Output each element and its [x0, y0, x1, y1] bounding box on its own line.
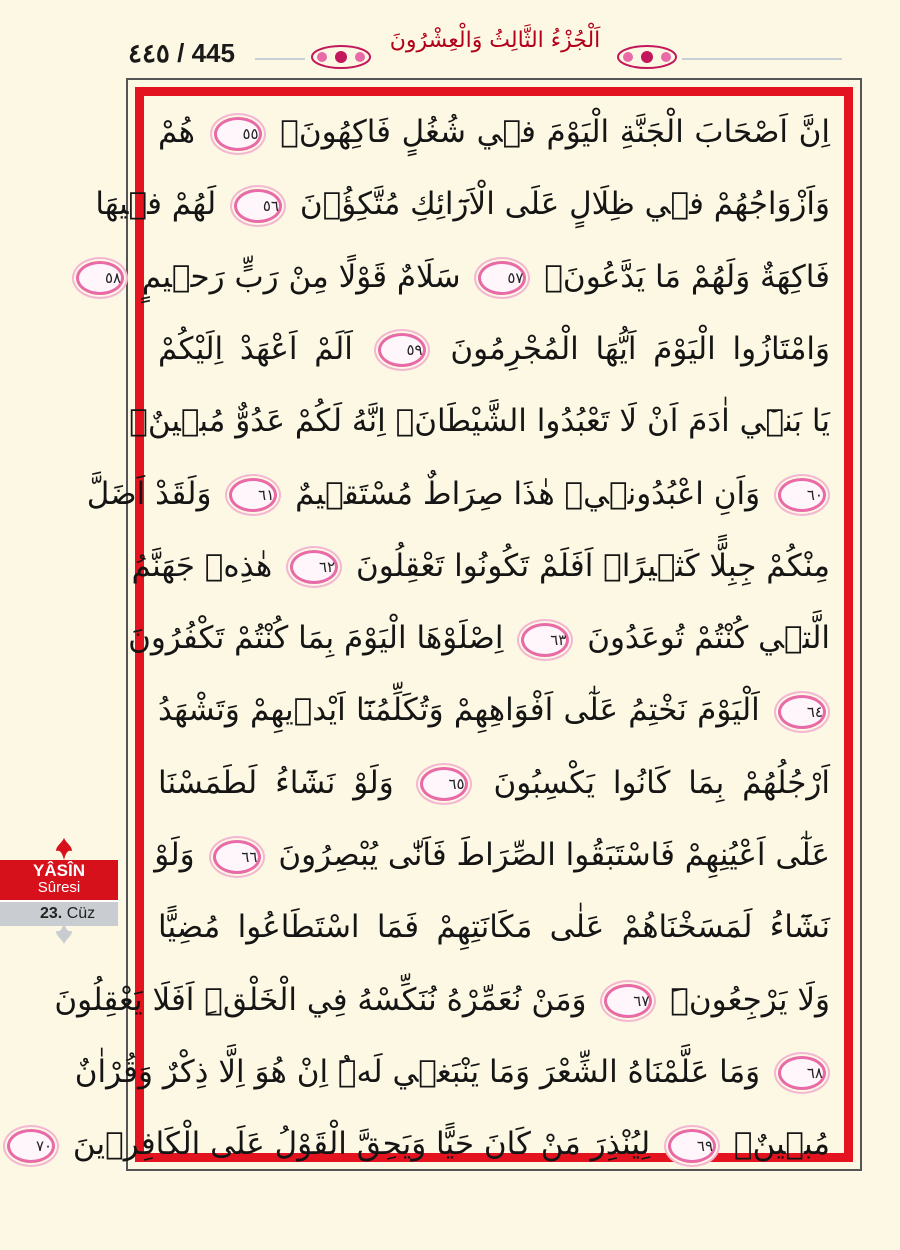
verse-number-marker: ٦٤ [778, 695, 826, 729]
surah-name: YÂSÎN [33, 861, 85, 880]
text-line [95, 174, 832, 234]
verse-text: اِصْلَوْهَا الْيَوْمَ بِمَا كُنْتُمْ تَكْفُرُونَ [128, 620, 504, 657]
verse-number-marker: ٥٨ [76, 261, 124, 295]
ornament-right-icon [616, 44, 678, 70]
verse-text: وَلَوْ نَشَٓاءُ لَطَمَسْنَا [158, 764, 394, 801]
text-line [156, 825, 832, 885]
verse-number-marker: ٥٩ [378, 333, 426, 367]
verse-number-marker: ٦٦ [213, 840, 261, 874]
fleur-bottom-icon [54, 922, 74, 944]
surah-word: Sûresi [37, 879, 81, 896]
verse-text: سَلَامٌ قَوْلًا مِنْ رَبٍّ رَح۪يمٍ [141, 258, 461, 295]
verse-text: هٰذِه۪ جَهَنَّمُ [131, 547, 273, 584]
verse-text: وَلَقَدْ اَضَلَّ [86, 475, 212, 512]
verse-text: فَاكِهَةٌ وَلَهُمْ مَا يَدَّعُونَۚ [544, 258, 830, 295]
verse-number-marker: ٥٧ [478, 261, 526, 295]
text-line [131, 536, 832, 596]
verse-number-marker: ٦٨ [778, 1056, 826, 1090]
verse-number-marker: ٦٢ [290, 550, 338, 584]
fleur-top-icon [54, 838, 74, 860]
verse-number-marker: ٦١ [229, 478, 277, 512]
surah-name-block [0, 860, 118, 900]
verse-number-marker: ٦٩ [668, 1129, 716, 1163]
text-line [35, 1114, 832, 1174]
verse-number-marker: ٥٦ [234, 189, 282, 223]
verse-number-marker: ٦٣ [521, 623, 569, 657]
text-line [54, 970, 832, 1030]
verse-number-marker: ٦٧ [604, 984, 652, 1018]
verse-text: يَا بَن۪ٓي اٰدَمَ اَنْ لَا تَعْبُدُوا الشَّيْطَانَۚ اِنَّهُ لَكُمْ عَدُوٌّ مُب۪ينٌۙ [129, 403, 830, 440]
verse-text: اَرْجُلُهُمْ بِمَا كَانُوا يَكْسِبُونَ [493, 764, 831, 801]
verse-text: وَلَوْ [154, 837, 195, 873]
text-line [156, 897, 832, 957]
verse-text: لِيُنْذِرَ مَنْ كَانَ حَيًّا وَيَحِقَّ الْقَوْلُ عَلَى الْكَافِر۪ينَ [72, 1126, 651, 1163]
surah-tab[interactable] [0, 860, 118, 926]
verse-text: وَامْتَازُوا الْيَوْمَ اَيُّهَا الْمُجْرِمُونَ [450, 330, 831, 367]
ornament-left-icon [310, 44, 372, 70]
verse-text: نَشَٓاءُ لَمَسَخْنَاهُمْ عَلٰى مَكَانَتِهِمْ فَمَا اسْتَطَاعُوا مُضِيًّا [158, 909, 830, 946]
text-line [156, 319, 832, 379]
text-line [156, 753, 832, 813]
verse-text: اِنَّ اَصْحَابَ الْجَنَّةِ الْيَوْمَ ف۪ي شُغُلٍ فَاكِهُونَۚ [280, 114, 831, 150]
verse-number-marker: ٦٥ [420, 767, 468, 801]
juz-word: Cüz [66, 905, 96, 922]
verse-number-marker: ٧٠ [7, 1129, 55, 1163]
text-line [86, 464, 832, 524]
verse-number-marker: ٦٠ [778, 478, 826, 512]
header-rule-right [682, 58, 842, 60]
text-line [156, 680, 832, 740]
page-number: ٤٤٥ / 445 [128, 38, 235, 68]
text-line [156, 102, 832, 162]
verse-text: عَلٰٓى اَعْيُنِهِمْ فَاسْتَبَقُوا الصِّرَاطَ فَاَنّٰى يُبْصِرُونَ [278, 837, 830, 873]
text-line [74, 1042, 832, 1102]
verse-text: الَّت۪ي كُنْتُمْ تُوعَدُونَ [587, 620, 830, 657]
verse-text: وَمَا عَلَّمْنَاهُ الشِّعْرَ وَمَا يَنْبَغ۪ي لَهُۜ اِنْ هُوَ اِلَّا ذِكْرٌ وَقُرْاٰنٌ [74, 1053, 761, 1090]
verse-text: وَلَا يَرْجِعُونَۜ [670, 981, 830, 1018]
verse-text: مُب۪ينٌۙ [733, 1126, 830, 1163]
verse-text: اَلْيَوْمَ نَخْتِمُ عَلٰٓى اَفْوَاهِهِمْ وَتُكَلِّمُنَٓا اَيْد۪يهِمْ وَتَشْهَدُ [158, 692, 760, 729]
text-line [129, 391, 832, 451]
text-line [104, 247, 832, 307]
verse-text: وَمَنْ نُعَمِّرْهُ نُنَكِّسْهُ فِي الْخَلْقِۜ اَفَلَا يَعْقِلُونَ [54, 981, 587, 1018]
verse-text: وَاَنِ اعْبُدُون۪يۜ هٰذَا صِرَاطٌ مُسْتَق۪يمٌ [295, 475, 761, 512]
text-line [128, 608, 832, 668]
verse-text: لَهُمْ ف۪يهَا [95, 186, 217, 223]
header-rule-left [255, 58, 305, 60]
verse-text: هُمْ [158, 114, 195, 150]
verse-text: وَاَزْوَاجُهُمْ ف۪ي ظِلَالٍ عَلَى الْاَرَٓائِكِ مُتَّكِؤُ۫نَ [299, 186, 830, 223]
verse-text: اَلَمْ اَعْهَدْ اِلَيْكُمْ [158, 330, 353, 367]
juz-title: اَلْجُزْءُ الثَّالِثُ وَالْعِشْرُونَ [389, 28, 601, 53]
juz-number: 23. [40, 905, 63, 922]
verse-text: مِنْكُمْ جِبِلًّا كَث۪يرًاۜ اَفَلَمْ تَكُونُوا تَعْقِلُونَ [355, 547, 830, 584]
verse-number-marker: ٥٥ [214, 117, 262, 151]
